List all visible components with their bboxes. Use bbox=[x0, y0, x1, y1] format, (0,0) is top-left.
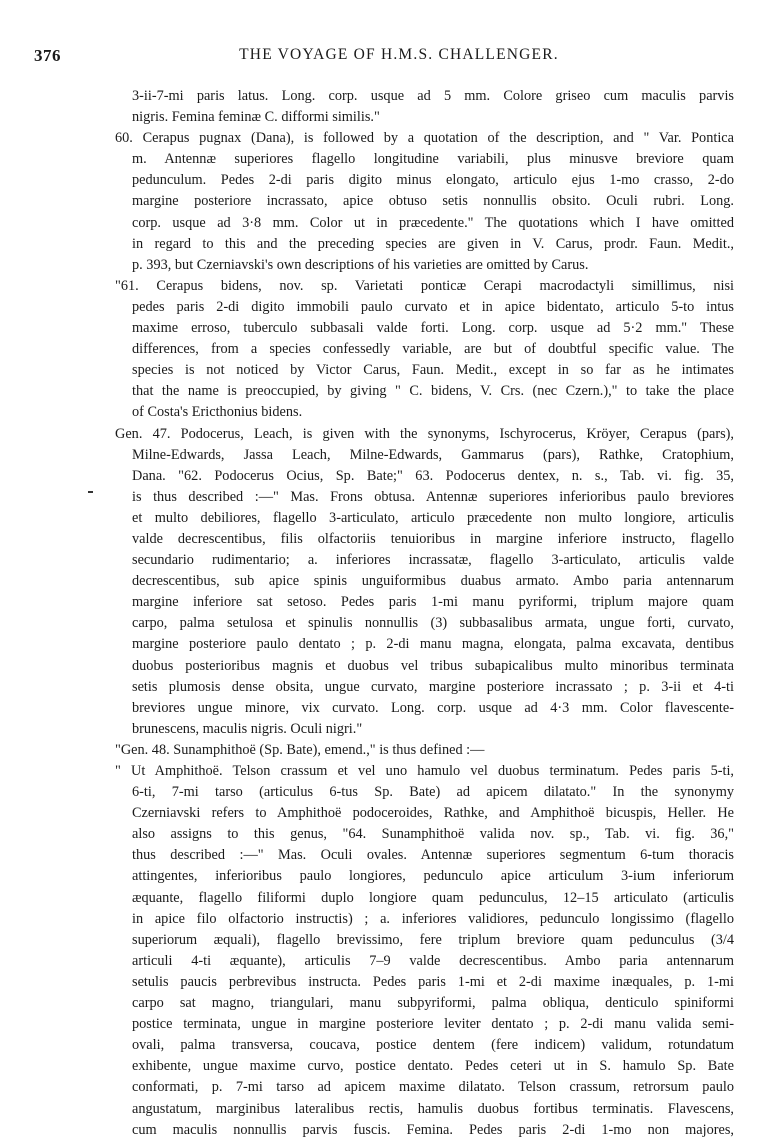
text-line: that the name is preoccupied, by giving " C. bidens, V. Crs. (nec Czern.)," to take the place bbox=[132, 383, 734, 400]
text-line: Gen. 47. Podocerus, Leach, is given with the synonyms, Ischyrocerus, Kröyer, Cerapus (pars), bbox=[115, 425, 734, 442]
text-line: breviores ungue minore, vix curvato. Long. corp. usque ad 4·3 mm. Color flavescente- bbox=[132, 699, 734, 716]
text-line: ovali, palma transversa, coucava, postice dentem (fere indicem) validum, rotundatum bbox=[132, 1037, 734, 1054]
text-line: angustatum, marginibus lateralibus rectis, hamulis duobus fortibus terminatis. Flavescens, bbox=[132, 1100, 734, 1117]
text-line: cum maculis nonnullis parvis fuscis. Femina. Pedes paris 2-di 1-mo non majores, bbox=[132, 1121, 734, 1138]
text-line: exhibente, ungue maxime curvo, postice dentato. Pedes ceteri ut in S. hamulo Sp. Bate bbox=[132, 1058, 734, 1075]
text-line: æquante, flagello filiformi duplo longiore quam pedunculus, 12–15 articulato (articulis bbox=[132, 889, 734, 906]
page-number: 376 bbox=[34, 46, 61, 65]
text-line: valde decrescentibus, filis olfactoriis tenuioribus in margine inferiore instructo, flagello bbox=[132, 530, 734, 547]
page-header bbox=[34, 46, 744, 70]
body-text bbox=[115, 86, 734, 1141]
text-line: m. Antennæ superiores flagello longitudine variabili, plus minusve breviore quam bbox=[132, 151, 734, 168]
text-line: superiorum æquali), flagello brevissimo, fere triplum breviore quam pedunculus (3/4 bbox=[132, 931, 734, 948]
text-line: also assigns to this genus, "64. Sunamphithoë valida nov. sp., Tab. vi. fig. 36," bbox=[132, 826, 734, 843]
text-line: pedes paris 2-di digito immobili paulo curvato et in apice bidentato, articulo 5-to intus bbox=[132, 298, 734, 315]
text-line: conformati, p. 7-mi tarso ad apicem maxime dilatato. Telson crassum, retrorsum paulo bbox=[132, 1079, 734, 1096]
text-line: Czerniavski refers to Amphithoë podoceroides, Rathke, and Amphithoë bicuspis, Heller. He bbox=[132, 805, 734, 822]
text-line: maxime erroso, tuberculo subbasali valde forti. Long. corp. usque ad 5·2 mm." These bbox=[132, 320, 734, 337]
text-line: margine posteriore incrassato, apice obtuso setis nonnullis obsito. Oculi rubri. Long. bbox=[132, 193, 734, 210]
margin-mark bbox=[88, 491, 93, 493]
text-line: postice terminata, ungue in margine posteriore leviter dentato ; p. 2-di manu valida semi- bbox=[132, 1016, 734, 1033]
text-line: "61. Cerapus bidens, nov. sp. Varietati ponticæ Cerapi macrodactyli simillimus, nisi bbox=[115, 277, 734, 294]
text-line: duobus posterioribus magnis et duobus vel tribus subapicalibus multo minoribus terminata bbox=[132, 657, 734, 674]
text-line: setis plumosis dense obsita, ungue curvato, margine posteriore incrassato ; p. 3-ii et 4-ti bbox=[132, 678, 734, 695]
text-line: 3-ii-7-mi paris latus. Long. corp. usque ad 5 mm. Colore griseo cum maculis parvis bbox=[132, 88, 734, 104]
text-line: in apice filo olfactorio instructis) ; a. inferiores validiores, pedunculo longissimo (flagello bbox=[132, 910, 734, 927]
text-line: margine posteriore paulo dentato ; p. 2-di manu magna, elongata, palma excavata, dentibus bbox=[132, 636, 734, 653]
text-line: Milne-Edwards, Jassa Leach, Milne-Edwards, Gammarus (pars), Rathke, Cratophium, bbox=[132, 446, 734, 463]
text-line: Dana. "62. Podocerus Ocius, Sp. Bate;" 63. Podocerus dentex, n. s., Tab. vi. fig. 35, bbox=[132, 467, 734, 484]
text-line: brunescens, maculis nigris. Oculi nigri." bbox=[132, 720, 363, 737]
text-line: p. 393, but Czerniavski's own descriptions of his varieties are omitted by Carus. bbox=[132, 256, 589, 273]
text-line: in regard to this and the preceding species are given in V. Carus, prodr. Faun. Medit., bbox=[132, 235, 734, 252]
text-line: " Ut Amphithoë. Telson crassum et vel uno hamulo vel duobus terminatum. Pedes paris 5-ti, bbox=[115, 763, 734, 779]
text-line: attingentes, inferioribus paulo longiores, pedunculo apice articulum 3-ium inferiorum bbox=[132, 868, 734, 885]
text-line: margine inferiore sat setoso. Pedes paris 1-mi manu pyriformi, triplum majore quam bbox=[132, 594, 734, 611]
text-line: setulis paucis perbrevibus instructa. Pedes paris 1-mi et 2-di maxime inæquales, p. 1-mi bbox=[132, 973, 734, 990]
text-line: carpo, palma setulosa et spinulis nonnullis (3) subbasalibus armata, ungue forti, curvato, bbox=[132, 615, 734, 632]
text-line: of Costa's Ericthonius bidens. bbox=[132, 404, 303, 421]
text-line: thus described :—" Mas. Oculi ovales. Antennæ superiores segmentum 6-tum thoracis bbox=[132, 847, 734, 864]
text-line: is thus described :—" Mas. Frons obtusa. Antennæ superiores inferioribus paulo breviores bbox=[132, 488, 734, 505]
text-line: differences, from a species confessedly variable, are but of doubtful specific value. The bbox=[132, 341, 734, 358]
text-line: et multo debiliores, flagello 3-articulato, articulo præcedente non multo longiore, articulis bbox=[132, 509, 734, 526]
text-line: 6-ti, 7-mi tarso (articulus 6-tus Sp. Bate) ad apicem dilatato." In the synonymy bbox=[132, 784, 734, 801]
text-line: nigris. Femina feminæ C. difformi similis." bbox=[132, 109, 380, 126]
text-line: 60. Cerapus pugnax (Dana), is followed by a quotation of the description, and " Var. Pontica bbox=[115, 130, 734, 147]
running-title: THE VOYAGE OF H.M.S. CHALLENGER. bbox=[239, 46, 559, 63]
text-line: pedunculum. Pedes 2-di paris digito minus elongato, articulo ejus 1-mo crasso, 2-do bbox=[132, 172, 734, 189]
text-line: decrescentibus, sub apice spinis unguiformibus duabus armato. Ambo paria antennarum bbox=[132, 573, 734, 590]
text-line: secundario rudimentario; a. inferiores incrassatæ, flagello 3-articulato, articulis valde bbox=[132, 552, 734, 569]
text-line: corp. usque ad 3·8 mm. Color ut in præcedente." The quotations which I have omitted bbox=[132, 214, 734, 231]
text-line: carpo sat magno, triangulari, manu subpyriformi, palma obliqua, denticulo spiniformi bbox=[132, 995, 734, 1012]
text-line: species is not noticed by Victor Carus, Faun. Medit., except in so far as he intimates bbox=[132, 362, 734, 379]
text-line: articuli 4-ti æquante), articulis 7–9 valde decrescentibus. Ambo paria antennarum bbox=[132, 952, 734, 969]
text-line: "Gen. 48. Sunamphithoë (Sp. Bate), emend.," is thus defined :— bbox=[115, 741, 485, 758]
